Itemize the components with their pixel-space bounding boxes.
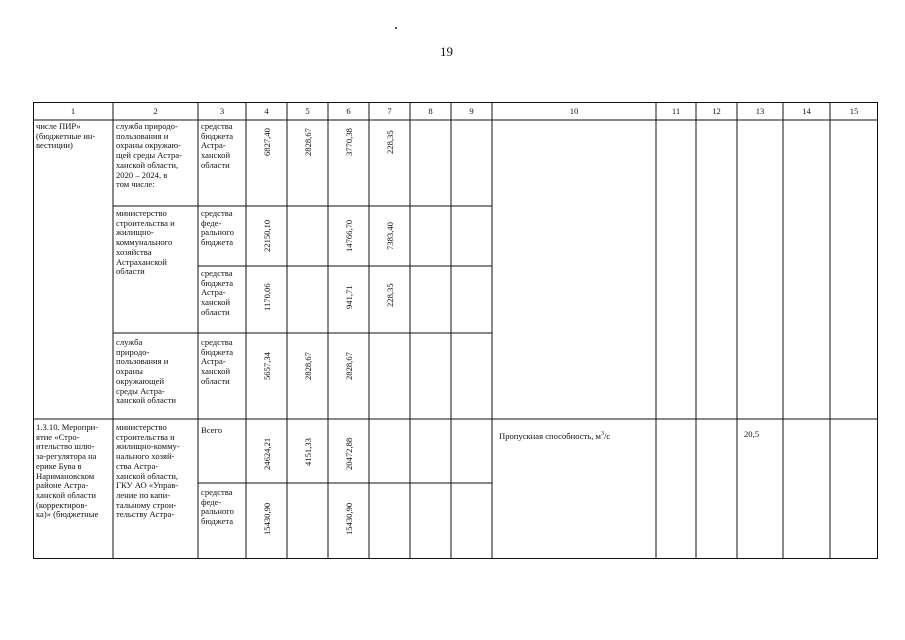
- row-a-measure-cont: числе ПИР» (бюджетные ин- вестиции): [36, 122, 96, 151]
- header-col-12: 12: [712, 106, 721, 116]
- header-col-13: 13: [755, 106, 765, 116]
- header-col-1: 1: [70, 106, 76, 116]
- row-a-c4: 6827,40: [262, 128, 272, 156]
- row-a-c6: 3770,38: [344, 128, 354, 156]
- header-col-10: 10: [569, 106, 579, 116]
- row-e-c13: 20,5: [744, 430, 760, 439]
- row-e-indicator-label: Пропускная способность, м: [499, 430, 601, 441]
- row-c-c4: 1170,06: [262, 283, 272, 311]
- header-col-9: 9: [469, 106, 474, 116]
- row-e-source: Всего: [201, 426, 223, 435]
- row-f-source: средства феде- рального бюджета: [201, 488, 234, 527]
- header-col-11: 11: [671, 106, 681, 116]
- page-number: 19: [440, 44, 453, 59]
- row-e-indicator: [499, 430, 654, 442]
- header-col-4: 4: [264, 106, 269, 116]
- row-b-executor: министерство строительства и жилищно- коммунального хозяйства Астраханской области: [116, 209, 175, 277]
- row-a-executor: служба природо- пользования и охраны окружаю- щей среды Астра- ханской области, 2020 – 2024, в том числе:: [116, 122, 182, 190]
- header-col-3: 3: [219, 106, 225, 116]
- header-col-2: 2: [153, 106, 158, 116]
- row-d-executor: служба природо- пользования и охраны окружающей среды Астра- ханской области: [116, 338, 176, 406]
- row-c-c6: 941,71: [344, 285, 354, 309]
- row-e-c4: 24624,21: [262, 437, 272, 470]
- header-col-8: 8: [428, 106, 433, 116]
- row-e-indicator-sup: 3: [600, 431, 604, 437]
- header-col-14: 14: [802, 106, 811, 116]
- row-b-c6: 14766,70: [344, 219, 354, 252]
- row-a-c5: 2828,67: [303, 128, 313, 156]
- row-d-c6: 2828,67: [344, 352, 354, 380]
- row-f-c4: 15430,90: [262, 502, 272, 535]
- row-d-c4: 5657,34: [262, 352, 272, 380]
- header-col-15: 15: [849, 106, 859, 116]
- row-b-source: средства феде- рального бюджета: [201, 209, 234, 248]
- row-f-c6: 15430,90: [344, 502, 354, 535]
- header-col-7: 7: [387, 106, 392, 116]
- row-a-c7: 228,35: [385, 130, 395, 154]
- row-d-source: средства бюджета Астра- ханской области: [201, 338, 234, 386]
- row-e-c6: 20472,88: [344, 437, 354, 470]
- row-b-c7: 7383,40: [385, 222, 395, 250]
- row-e-measure: 1.3.10. Меропри- ятие «Стро- ительство шлю- за-регулятора на ерике Бува в Наримановском районе Астра- ханской области (корректиров- ка)» (бюджетные: [36, 423, 99, 520]
- header-col-5: 5: [305, 106, 310, 116]
- row-a-source: средства бюджета Астра- ханской области: [201, 122, 234, 170]
- row-d-c5: 2828,67: [303, 352, 313, 380]
- header-col-6: 6: [346, 106, 351, 116]
- scan-speck: [395, 27, 397, 29]
- row-c-c7: 228,35: [385, 283, 395, 307]
- row-e-executor: министерство строительства и жилищно-комму- нального хозяй- ства Астра- ханской области, ГКУ АО «Управ- ление по капи- тальному строи- тельству Астра-: [116, 423, 180, 520]
- row-c-source: средства бюджета Астра- ханской области: [201, 269, 234, 317]
- row-b-c4: 22150,10: [262, 219, 272, 252]
- row-e-indicator-unit: /с: [603, 430, 611, 441]
- row-e-c5: 4151,33: [303, 438, 313, 466]
- budget-table: [33, 102, 878, 559]
